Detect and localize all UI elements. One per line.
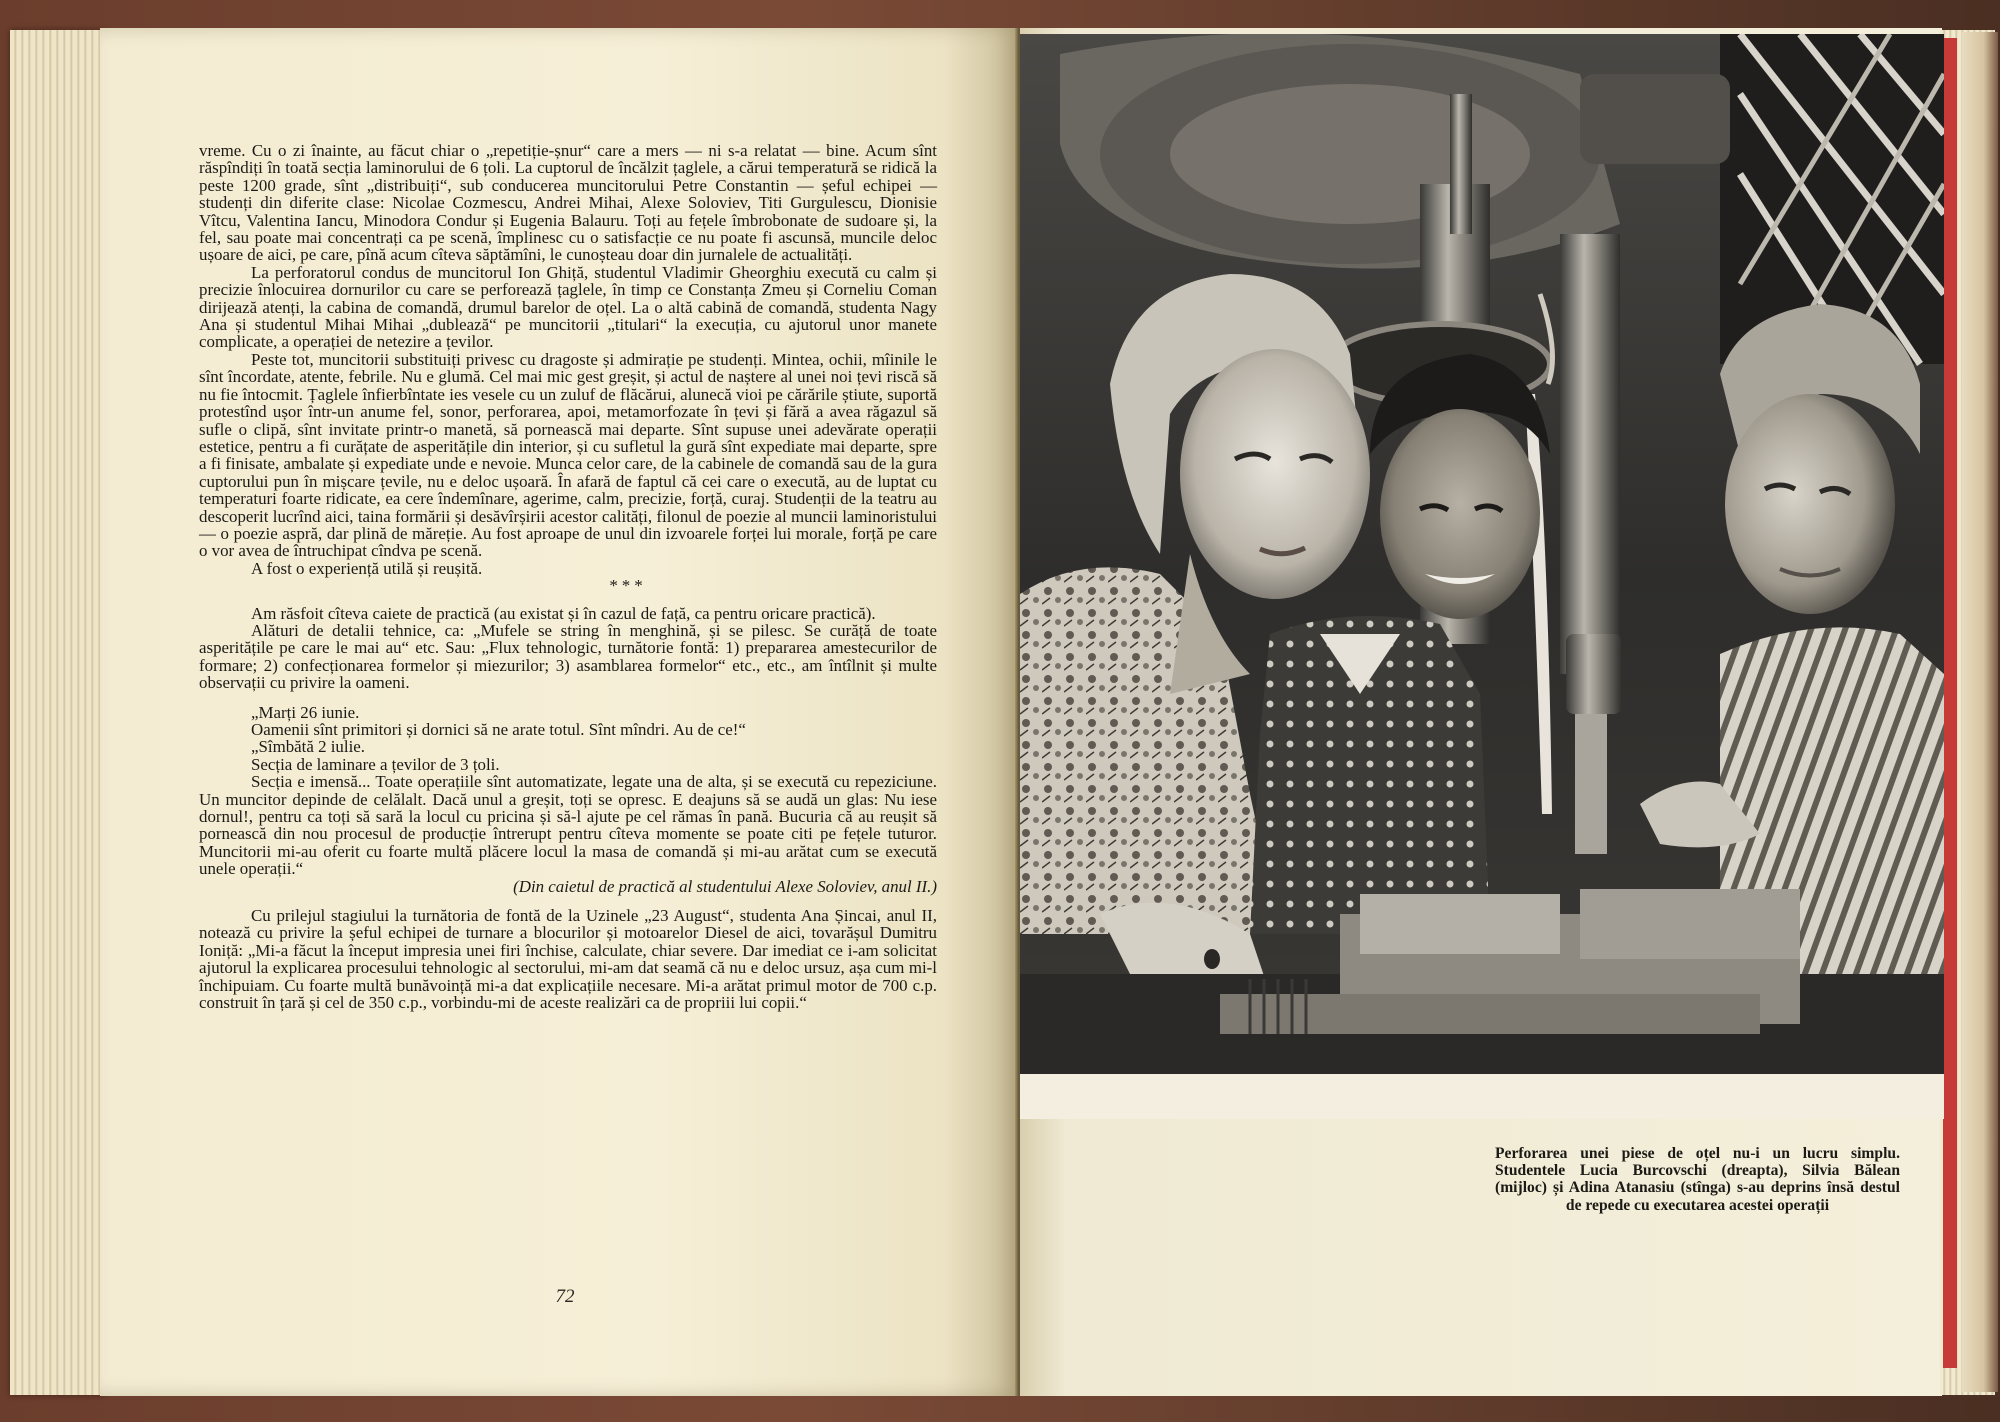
paragraph: Alături de detalii tehnice, ca: „Mufele se string în menghină, și se pilesc. Se curăță de toate asperitățile pe care le mai au“ etc. Sau: „Flux tehnologic, turnătorie fontă: 1) prepararea amestecurilor de formare; 2) confecționarea formelor și miezurilor; 3) asamblarea formelor“ etc., etc., am întîlnit și multe observații cu privire la oameni. [199,620,937,693]
paragraph: Peste tot, muncitorii substituiți privesc cu dragoste și admirație pe studenți. Mintea, ochii, mîinile le sînt încordate, atente, febrile. Nu e glumă. Cel mai mic gest greșit, și actul de naștere al unei noi țevi riscă să nu fie întocmit. Țaglele înfierbîntate ies vesele cu un zuluf de flăcărui, alunecă vioi pe cărările știute, suportă protestînd ușor într-un anume fel, sonor, perforarea, apoi, metamorfozate în țevi și fără a avea răgazul să sufle o clipă, sînt invitate printr-o manetă, să pornească mai departe. Sînt supuse unei adevărate operații estetice, pentru a fi curățate de asperitățile din interior, și cu sufletul la gură sînt expediate mai departe, spre a fi finisate, ambalate și expediate unde e nevoie. Munca celor care, de la cabinele de comandă sau de la gura cuptorului pun în mișcare țevile, nu e deloc ușoară. În afară de faptul că cei care o execută, au de luptat cu temperaturi foarte ridicate, ea cere îndemînare, agerime, calm, precizie, forță, curaj. Studenții de la teatru au descoperit lucrînd aici, taina formării și desăvîrșirii acestor calități, filonul de poezie al muncii laminoristului — o poezie aspră, dar plină de măreție. Au fost aproape de unul din izvoarele forței lui morale, forță pe care o vor avea de întruchipat cîndva pe scenă. [199,349,937,561]
quote-line: Oamenii sînt primitori și dornici să ne arate totul. Sînt mîndri. Au de ce!“ [251,720,746,739]
photograph-students-drilling [1020,34,1944,1119]
quote-source: (Din caietul de practică al studentului Alexe Soloviev, anul II.) [513,876,937,896]
quote-line: Secția de laminare a țevilor de 3 țoli. [251,754,500,774]
quote-line: „Sîmbătă 2 iulie. [251,737,365,757]
section-separator: *** [609,576,647,596]
red-bookmark-ribbon [1943,38,1957,1368]
practice-notebook-quote [199,704,937,878]
quote-line: „Marți 26 iunie. [251,702,360,722]
paragraph: La perforatorul condus de muncitorul Ion Ghiță, studentul Vladimir Gheorghiu execută cu calm și precizie înlocuirea dornurilor cu care se perforează țaglele, în timp ce Constanța Zmeu și Corneliu Coman dirijează atenți, la cabina de comandă, drumul barelor de oțel. La o altă cabină de comandă, studenta Nagy Ana și studentul Mihai Mihai „dublează“ pe muncitorii „titulari“ la execuția, cu ajutorul unor manete complicate, a operației de netezire a țevilor. [199,262,937,352]
paragraph: A fost o experiență utilă și reușită. [251,558,483,578]
paragraph: vreme. Cu o zi înainte, au făcut chiar o „repetiție-șnur“ care a mers — ni s-a relatat — bine. Acum sînt răspîndiți în toată secția laminorului de 6 țoli. La cuptorul de încălzit țaglele, a cărui temperatură se ridică la peste 1200 grade, sînt „distribuiți“, sub conducerea muncitorului Petre Constantin — șeful echipei — studenți din diferite clase: Nicolae Cozmescu, Andrei Mihai, Alexe Soloviev, Titi Gurgulescu, Dionisie Vîtcu, Valentina Iancu, Minodora Condur și Eugenia Balauru. Toți au fețele îmbrobonate de sudoare și, la fel, sau poate mai concentrați ca pe scenă, împlinesc cu o satisfacție ce nu poate fi ascunsă, muncile deloc ușoare de aici, pe care, pînă acum cîteva săptămîni, le cunoșteau doar din jurnalele de actualități. [199,141,937,265]
article-text-column [199,142,937,1012]
quote-line: Secția e imensă... Toate operațiile sînt automatizate, legate una de alta, și se execută cu repeziciune. Un muncitor depinde de celălalt. Dacă unul a greșit, toți se opresc. E deajuns să se audă un glas: Nu iese dornul!, pentru ca toți să sară la locul cu pricina și să-l ajute pe cel rămas în pană. Bucuria că au reușit să pornească din nou procesul de producție întrerupt pentru cîteva momente se poate citi pe fețele tuturor. Muncitorii mi-au oferit cu foarte multă plăcere locul la masa de comandă și mi-au arătat cum se execută unele operații.“ [199,772,937,879]
photo-caption: Perforarea unei piese de oțel nu-i un lucru simplu. Studentele Lucia Burcovschi (dreapta), Silvia Bălean (mijloc) și Adina Atanasiu (stînga) s-au deprins însă destul de repede cu executarea acestei operații [1495,1145,1900,1214]
page-number: 72 [555,1286,575,1307]
paragraph: Am răsfoit cîteva caiete de practică (au existat și în cazul de față, ca pentru oricare practică). [251,603,876,623]
paragraph: Cu prilejul stagiului la turnătoria de fontă de la Uzinele „23 August“, studenta Ana Șincai, anul II, notează cu privire la șeful echipei de turnare a blocurilor și motoarelor Diesel de aici, tovarășul Dumitru Ioniță: „Mi-a făcut la început impresia unei firi închise, calculate, chiar severe. Dar imediat ce i-am solicitat ajutorul la explicarea procesului tehnologic al sectorului, mi-am dat seamă că nu e deloc ursuz, așa cum mi-l închipuiam. Cu foarte multă bunăvoință mi-a dat explicațiile necesare. Mi-a arătat primul motor de 700 c.p. construit în țară și cel de 350 c.p., vorbindu-mi de aceste realizări ca de propriii lui copii.“ [199,906,937,1013]
back-cover-edge [1962,32,1998,1392]
left-page-edges [10,30,105,1395]
